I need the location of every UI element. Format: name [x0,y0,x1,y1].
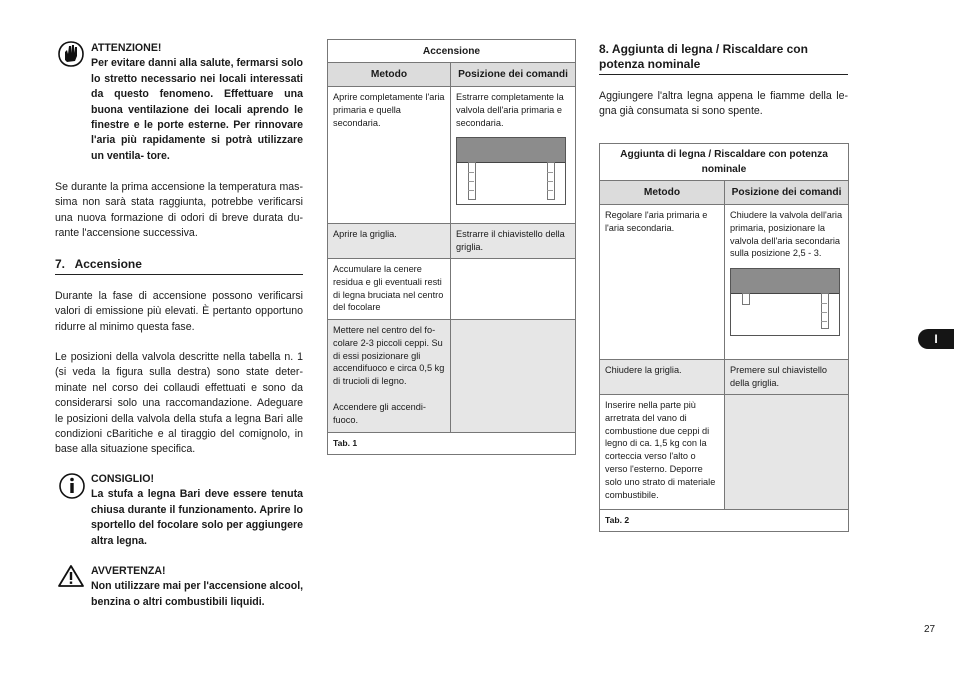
valve-figure-open [456,137,566,205]
tip-text: La stufa a legna Bari deve essere tenuta chiusa durante il funzionamento. Aprire lo sportello del focolare solo per aggiungere altra legna. [91,488,303,547]
primary-air-valve [468,162,476,200]
table-1-cell-position [451,320,576,433]
table-2-cell-position [725,395,849,510]
tip-note [91,472,303,549]
primary-air-valve [742,293,750,305]
table-row [328,87,576,224]
table-row [600,360,849,395]
table-1 [327,39,576,455]
table-2-col-method: Metodo [600,181,725,205]
table-1-footer: Tab. 1 [328,433,576,455]
paragraph-emission: Durante la fase di accensione possono verificarsi valori di emissione più elevati. È pertanto opportuno ridurre al minimo questa fase. [55,290,303,333]
table-1-col-method: Metodo [328,63,451,87]
table-1-cell-position: Estrarre completamente la valvola dell'aria primaria e secondaria. [451,87,576,224]
attention-note [91,41,303,164]
table-1-cell-method: Accumulare la cenere residua e gli eventuali resti di legna bruciata nel centro del focolare [328,259,451,320]
attention-text: Per evitare danni alla salute, fermarsi solo lo stretto necessario nei locali interessati da questo fenomeno. Effettuare una buona ventilazione dei locali aprendo le finestre e le porte esterne. Per rinnovare l'aria più rapidamente si potrà utilizzare un ventila- tore. [91,57,303,162]
table-1-cell-position: Estrarre il chiavistello della griglia. [451,224,576,259]
section-7-title: 7. Accensione [55,257,142,271]
table-row [328,259,576,320]
info-icon [57,472,87,505]
table-2-cell-method: Chiudere la griglia. [600,360,725,395]
table-row [328,224,576,259]
paragraph-add-wood: Aggiungere l'altra legna appena le fiamme della le- gna già consumata si sono spente. [599,90,848,118]
table-1-cell-method: Aprire completamente l'aria primaria e quella secondaria. [328,87,451,224]
table-2 [599,143,849,532]
table-2-footer: Tab. 2 [600,510,849,532]
table-2-cell-method: Regolare l'aria primaria e l'aria secondaria. [600,205,725,360]
warning-title: AVVERTENZA! [91,565,166,577]
secondary-air-valve [547,162,555,200]
table-2-cell-position: Premere sul chiavistello della griglia. [725,360,849,395]
section-8-title: 8. Aggiunta di legna / Riscaldare con potenza nominale [599,42,808,71]
table-row [328,320,576,433]
table-row [600,395,849,510]
tip-title: CONSIGLIO! [91,473,154,485]
paragraph-first-ignition: Se durante la prima accensione la temperatura mas- sima non sarà stata raggiunta, potrebbe verificarsi una nuova formazione di odori di breve durata du- rante l'accensione successiva. [55,181,303,240]
table-1-col-position: Posizione dei comandi [451,63,576,87]
attention-title: ATTENZIONE! [91,42,162,54]
warning-note [91,564,305,610]
table-1-cell-method: Mettere nel centro del fo- colare 2-3 piccoli ceppi. Su di essi posizionare gli accendifuoco e circa 0,5 kg di trucioli di legno. Accendere gli accendi- fuoco. [328,320,451,433]
table-2-col-position: Posizione dei comandi [725,181,849,205]
table-row [600,205,849,360]
secondary-air-valve [821,293,829,329]
paragraph-valve-positions: Le posizioni della valvola descritte nella tabella n. 1 (si veda la figura sulla destra) sono state deter- minate nel corso dei collaudi effettuati e sono da considerarsi solo una raccomandazione. Adeguare le posizioni della valvola della stufa a legna Bari alle condizioni cBaritiche e al tiraggio del comignolo, in base alla situazione specifica. [55,351,303,456]
valve-figure-adjusted [730,268,840,336]
table-2-cell-position: Chiudere la valvola dell'aria primaria, posizionare la valvola dell'aria secondaria sulla posizione 2,5 - 3. [725,205,849,360]
table-1-cell-position [451,259,576,320]
hand-warning-icon [56,40,86,73]
section-8-rule [599,74,848,75]
table-2-cell-method: Inserire nella parte più arretrata del vano di combustione due ceppi di legno di ca. 1,5 kg con la corteccia verso l'alto o verso l'esterno. Deporre solo uno strato di materiale combustibile. [600,395,725,510]
page-number: 27 [924,624,936,635]
warning-triangle-icon [57,564,85,593]
table-1-cell-method: Aprire la griglia. [328,224,451,259]
language-tab-marker: I [918,329,954,349]
table-2-title: Aggiunta di legna / Riscaldare con potenza nominale [600,144,849,181]
section-7-rule [55,274,303,275]
warning-text: Non utilizzare mai per l'accensione alcool, benzina o altri combustibili liquidi. [91,580,304,608]
table-1-title: Accensione [328,40,576,63]
